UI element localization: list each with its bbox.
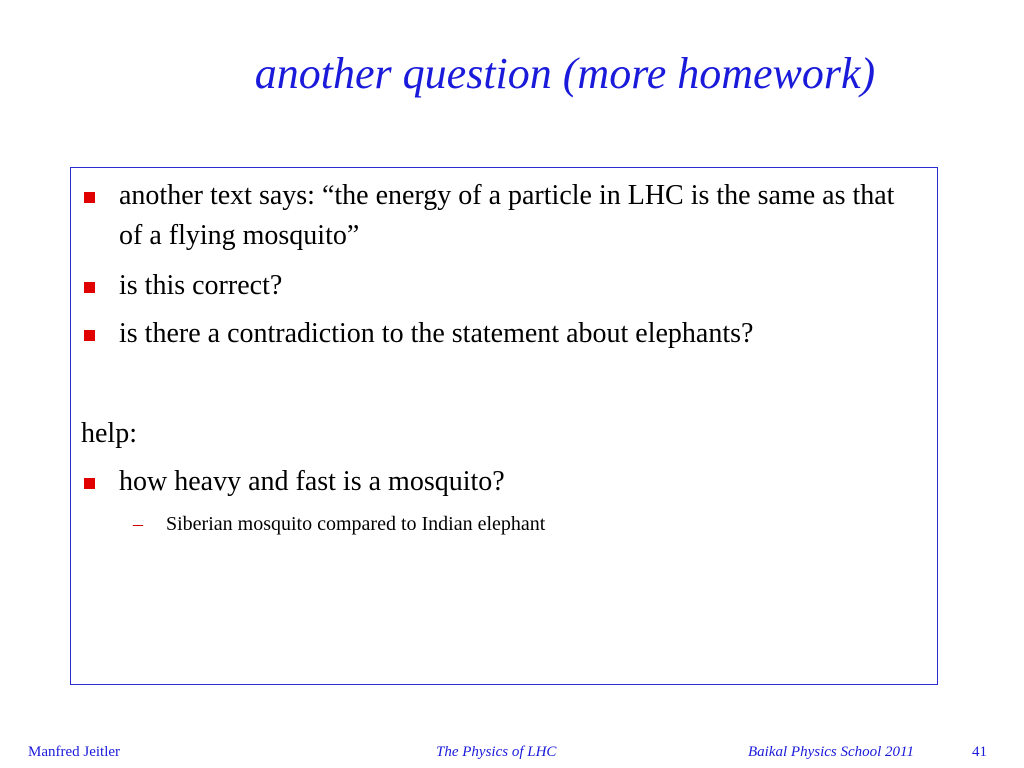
bullet-item-2: is this correct?	[119, 270, 283, 301]
bullet-item-3: is there a contradiction to the statement about elephants?	[119, 318, 754, 349]
bullet-item-1: another text says: “the energy of a particle in LHC is the same as that of a flying mosquito”	[119, 180, 895, 251]
footer-course: The Physics of LHC	[436, 744, 557, 760]
footer-event: Baikal Physics School 2011	[748, 744, 914, 760]
help-label: help:	[81, 418, 137, 449]
content-box	[70, 167, 938, 685]
bullet-marker-2	[84, 282, 95, 293]
bullet-marker-4	[84, 478, 95, 489]
footer-page-number: 41	[972, 744, 987, 760]
sub-bullet-item: Siberian mosquito compared to Indian elephant	[166, 513, 546, 535]
footer-author: Manfred Jeitler	[28, 744, 121, 760]
bullet-item-4: how heavy and fast is a mosquito?	[119, 466, 505, 497]
bullet-marker-3	[84, 330, 95, 341]
bullet-marker-1	[84, 192, 95, 203]
sub-bullet-dash: –	[133, 513, 143, 535]
slide-title: another question (more homework)	[254, 49, 876, 98]
